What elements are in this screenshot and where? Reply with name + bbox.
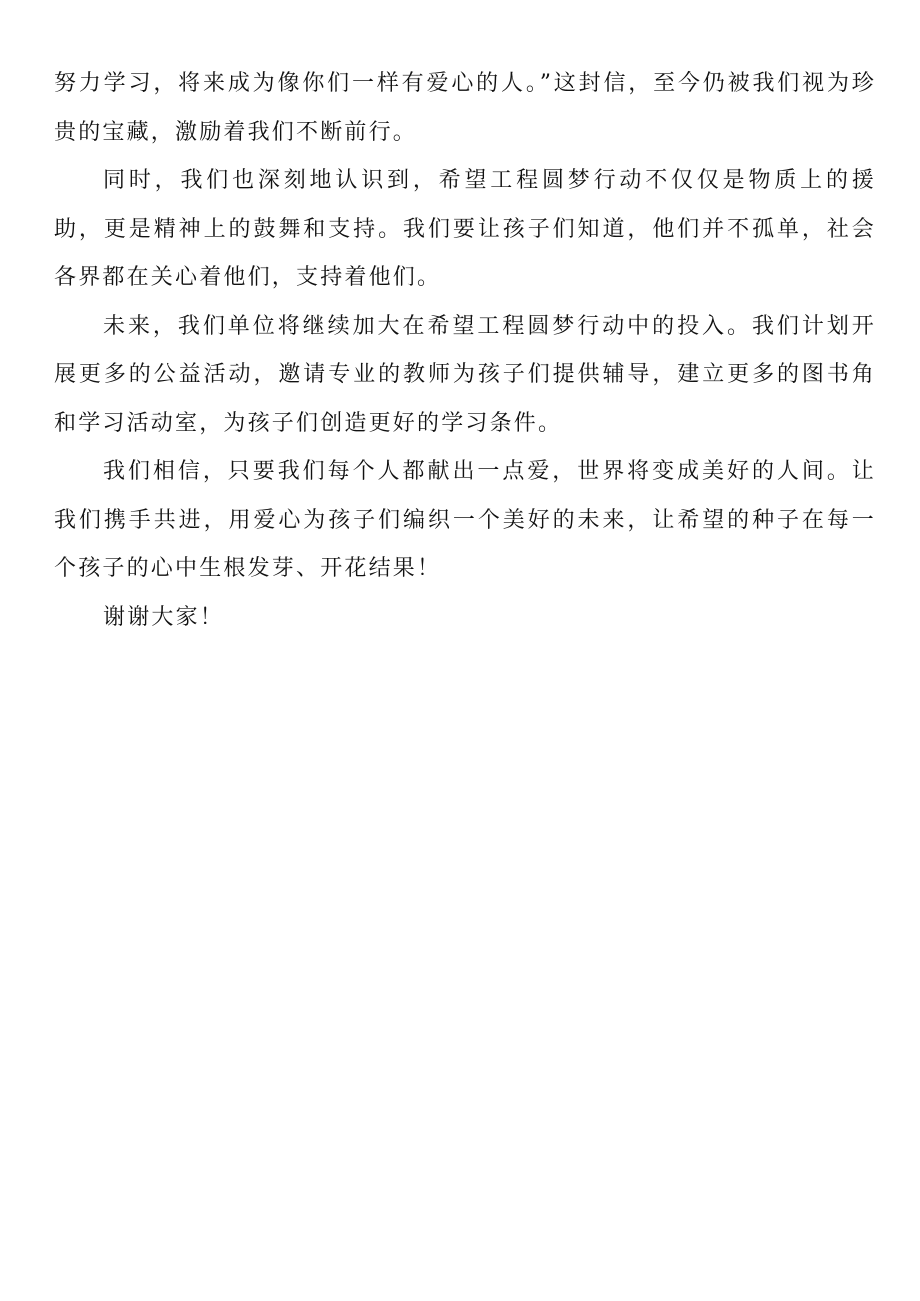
paragraph-thanks: 谢谢大家！ — [103, 604, 225, 630]
paragraph-belief: 我们相信，只要我们每个人都献出一点爱，世界将变成美好的人间。让我们携手共进，用爱心为孩子们编织一个美好的未来，让希望的种子在每一个孩子的心中生根发芽、开花结果！ — [54, 459, 876, 581]
paragraph-spiritual-support: 同时，我们也深刻地认识到，希望工程圆梦行动不仅仅是物质上的援助，更是精神上的鼓舞和支持。我们要让孩子们知道，他们并不孤单，社会各界都在关心着他们，支持着他们。 — [54, 168, 876, 290]
document-body — [54, 60, 876, 642]
paragraph-continuation: 努力学习，将来成为像你们一样有爱心的人。”这封信，至今仍被我们视为珍贵的宝藏，激励着我们不断前行。 — [54, 71, 876, 145]
paragraph-future-plans: 未来，我们单位将继续加大在希望工程圆梦行动中的投入。我们计划开展更多的公益活动，邀请专业的教师为孩子们提供辅导，建立更多的图书角和学习活动室，为孩子们创造更好的学习条件。 — [54, 313, 876, 436]
